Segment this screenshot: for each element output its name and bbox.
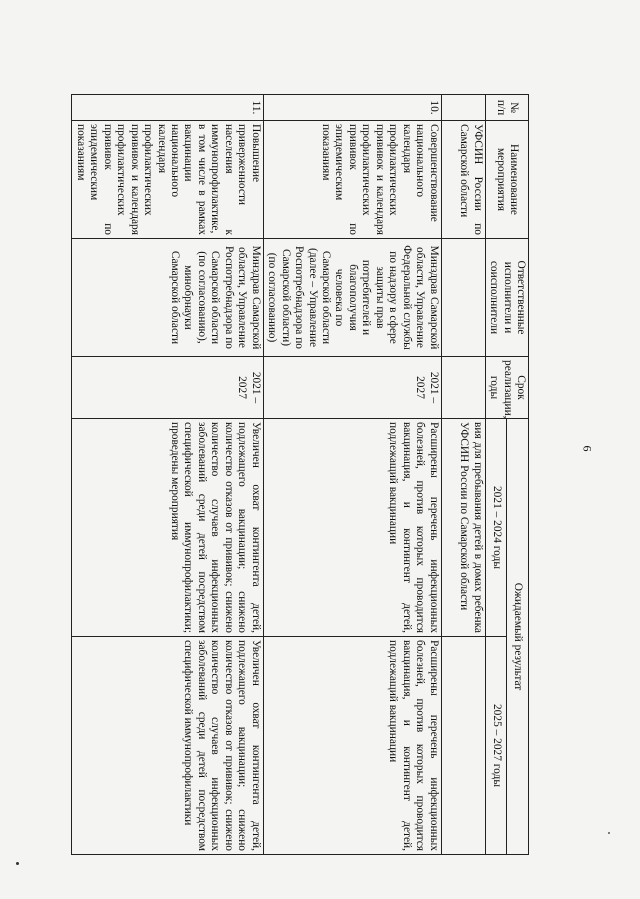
row-result-b xyxy=(441,637,485,855)
scan-speck xyxy=(16,862,19,865)
header-term: Срок реализации, годы xyxy=(485,357,528,419)
row-term: 2021 – 2027 xyxy=(263,357,441,419)
row-name: Повышение приверженности населения к иммунопрофилактике, в том числе в рамках вакцинации национального календаря профилактических прививок и календаря профилактических прививок по эпидемическим показаниям xyxy=(72,121,263,239)
row-num: 10. xyxy=(263,95,441,121)
row-num: 11. xyxy=(72,95,263,121)
header-responsible: Ответственные исполнители и соисполнители xyxy=(485,239,528,357)
table-row xyxy=(263,95,441,855)
row-term: 2021 – 2027 xyxy=(72,357,263,419)
header-num: № п/п xyxy=(485,95,528,121)
header-result-a: 2021 – 2024 годы xyxy=(485,419,507,637)
row-responsible: Минздрав Самарской области, Управление Роспотребнадзора по Самарской области (по согласованию), минобрнауки Самарской области xyxy=(72,239,263,357)
table-row xyxy=(441,95,485,855)
table-row xyxy=(72,95,263,855)
measures-table xyxy=(71,94,529,855)
row-term xyxy=(441,357,485,419)
header-name: Наименование мероприятия xyxy=(485,121,528,239)
row-result-b: Расширены перечень инфекционных болезней, против которых проводится вакцинация, и контингент детей, подлежащий вакцинации xyxy=(263,637,441,855)
row-name: Совершенствование национального календаря профилактических прививок и календаря профилактических прививок по эпидемическим показаниям xyxy=(263,121,441,239)
header-result-b: 2025 – 2027 годы xyxy=(485,637,507,855)
scan-speck xyxy=(608,832,610,834)
page-number: 6 xyxy=(580,445,595,452)
rotated-page-content xyxy=(74,94,529,854)
row-result-a: Увеличен охват контингента детей, подлежащего вакцинации; снижено количество отказов от прививок; снижено количество случаев инфекционных заболеваний среди детей посредством специфической иммунопрофилактики; проведены мероприятия xyxy=(72,419,263,637)
row-result-a: вия для пребывания детей в домах ребенка УФСИН России по Самарской области xyxy=(441,419,485,637)
row-responsible: Минздрав Самарской области, Управление Федеральной службы по надзору в сфере защиты прав потребителей и благополучия человека по Самарской области (далее – Управление Роспотребнадзора по Самарской области) (по согласованию) xyxy=(263,239,441,357)
row-name: УФСИН России по Самарской области xyxy=(441,121,485,239)
row-responsible xyxy=(441,239,485,357)
table-header-row xyxy=(507,95,529,855)
row-num xyxy=(441,95,485,121)
row-result-a: Расширены перечень инфекционных болезней, против которых проводится вакцинация, и контингент детей, подлежащий вакцинации xyxy=(263,419,441,637)
row-result-b: Увеличен охват контингента детей, подлежащего вакцинации; снижено количество отказов от прививок; снижено количество случаев инфекционных заболеваний среди детей посредством специфической иммунопрофилактики xyxy=(72,637,263,855)
header-result: Ожидаемый результат xyxy=(507,419,529,855)
